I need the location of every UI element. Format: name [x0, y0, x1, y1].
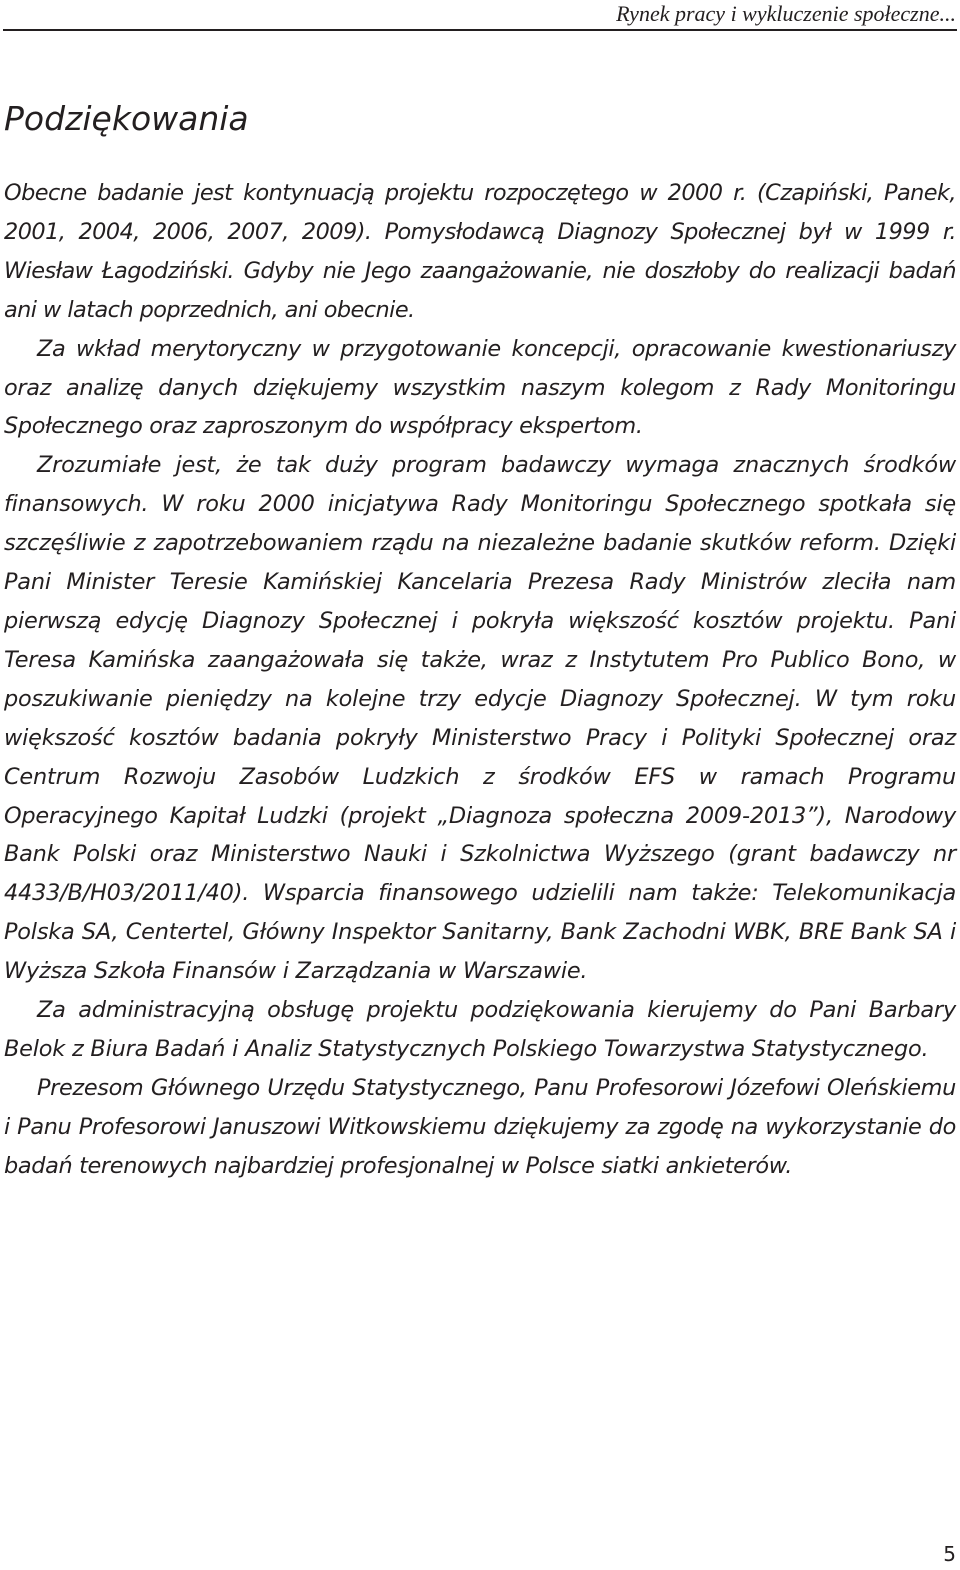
paragraph-intro: Obecne badanie jest kontynuacją projektu rozpoczętego w 2000 r. (Czapiński, Panek, 2001, 2004, 2006, 2007, 2009). Pomysłodawcą Diagnozy Społecznej był w 1999 r. Wiesław Łagodziński. Gdyby nie Jego zaangażowanie, nie doszłoby do realizacji badań ani w latach poprzednich, ani obecnie. — [4, 180, 956, 323]
paragraph-funding: Zrozumiałe jest, że tak duży program badawczy wymaga znacznych środków finansowych. W roku 2000 inicjatywa Rady Monitoringu Społecznego spotkała się szczęśliwie z zapotrzebowaniem rządu na niezależne badanie skutków reform. Dzięki Pani Minister Teresie Kamińskiej Kancelaria Prezesa Rady Ministrów zleciła nam pierwszą edycję Diagnozy Społecznej i pokryła większość kosztów projektu. Pani Teresa Kamińska zaangażowała się także, wraz z Instytutem Pro Publico Bono, w poszukiwanie pieniędzy na kolejne trzy edycje Diagnozy Społecznej. W tym roku większość kosztów badania pokryły Ministerstwo Pracy i Polityki Społecznej oraz Centrum Rozwoju Zasobów Ludzkich z środków EFS w ramach Programu Operacyjnego Kapitał Ludzki (projekt „Diagnoza społeczna 2009-2013”), Narodowy Bank Polski oraz Ministerstwo Nauki i Szkolnictwa Wyższego (grant badawczy nr 4433/B/H03/2011/40). Wsparcia finansowego udzielili nam także: Telekomunikacja Polska SA, Centertel, Główny Inspektor Sanitarny, Bank Zachodni WBK, BRE Bank SA i Wyższa Szkoła Finansów i Zarządzania w Warszawie. — [4, 452, 956, 985]
header-rule — [3, 29, 957, 31]
page-title: Podziękowania — [4, 99, 249, 138]
paragraph-merit: Za wkład merytoryczny w przygotowanie koncepcji, opracowanie kwestionariuszy oraz analizę danych dziękujemy wszystkim naszym kolegom z Rady Monitoringu Społecznego oraz zaproszonym do współpracy ekspertom. — [4, 335, 956, 440]
paragraph-administration: Za administracyjną obsługę projektu podziękowania kierujemy do Pani Barbary Belok z Biura Badań i Analiz Statystycznych Polskiego Towarzystwa Statystycznego. — [4, 997, 956, 1062]
paragraph-gus: Prezesom Głównego Urzędu Statystycznego, Panu Profesorowi Józefowi Oleńskiemu i Panu Profesorowi Januszowi Witkowskiemu dziękujemy za zgodę na wykorzystanie do badań terenowych najbardziej profesjonalnej w Polsce siatki ankieterów. — [4, 1074, 956, 1179]
body-text — [4, 174, 956, 1186]
running-header: Rynek pracy i wykluczenie społeczne... — [616, 1, 956, 26]
page-number: 5 — [943, 1542, 956, 1566]
